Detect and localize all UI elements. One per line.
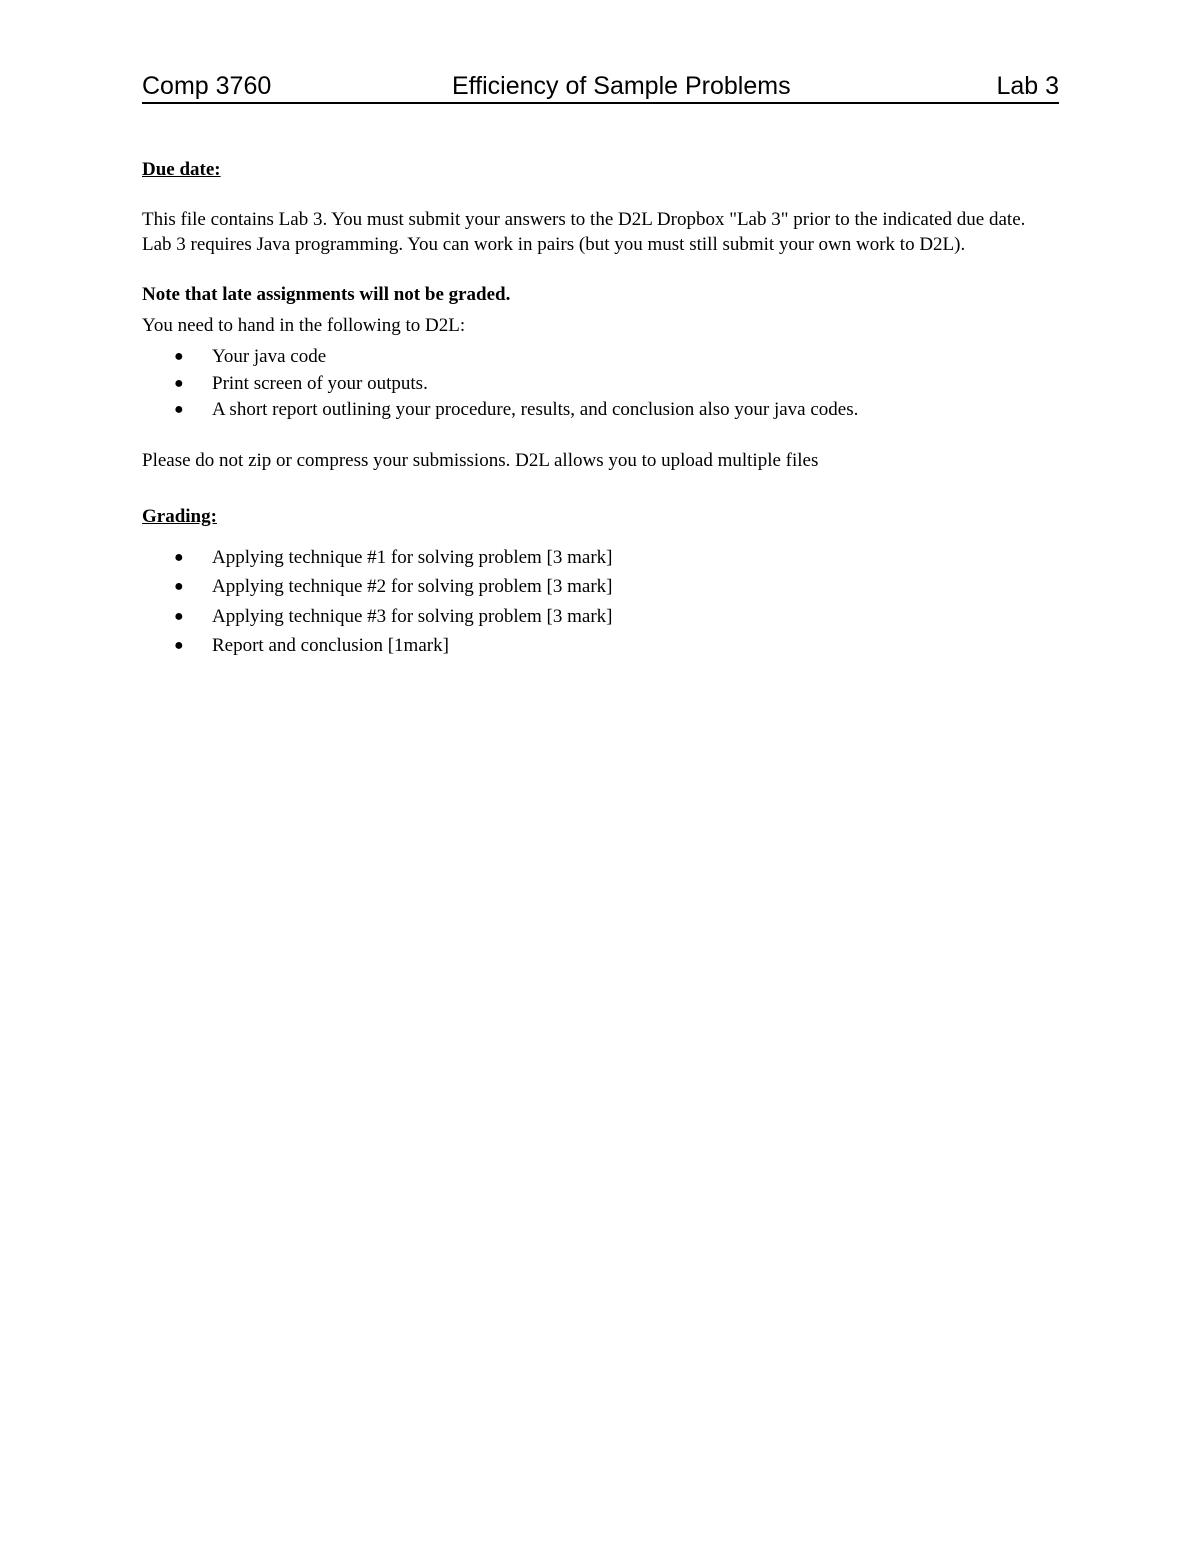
document-body xyxy=(142,157,1042,661)
page-header xyxy=(142,70,1059,104)
list-item-text: A short report outlining your procedure, results, and conclusion also your java codes. xyxy=(212,399,859,420)
grading-section xyxy=(142,504,1042,661)
list-item-text: Report and conclusion [1mark] xyxy=(212,635,449,656)
bullet-icon: ● xyxy=(174,637,184,654)
list-item xyxy=(142,631,1042,661)
bullet-icon: ● xyxy=(174,348,184,365)
bullet-icon: ● xyxy=(174,374,184,392)
due-date-heading: Due date: xyxy=(142,159,221,180)
lab-label: Lab 3 xyxy=(996,72,1059,100)
list-item-text: Your java code xyxy=(212,346,327,367)
list-item xyxy=(142,602,1042,632)
document-title: Efficiency of Sample Problems xyxy=(452,72,791,100)
submission-note: Please do not zip or compress your submissions. D2L allows you to upload multiple files xyxy=(142,449,819,471)
hand-in-intro: You need to hand in the following to D2L: xyxy=(142,315,466,336)
late-policy-note: Note that late assignments will not be graded. xyxy=(142,284,511,305)
list-item-text: Applying technique #2 for solving problem [3 mark] xyxy=(212,576,613,597)
list-item-text: Applying technique #3 for solving problem [3 mark] xyxy=(212,605,613,627)
list-item-text: Print screen of your outputs. xyxy=(212,372,428,394)
deliverables-list xyxy=(142,344,1042,424)
list-item xyxy=(142,572,1042,602)
bullet-icon: ● xyxy=(174,548,184,566)
course-code: Comp 3760 xyxy=(142,72,272,100)
bullet-icon: ● xyxy=(174,578,184,595)
list-item xyxy=(142,397,1042,424)
bullet-icon: ● xyxy=(174,401,184,418)
list-item-text: Applying technique #1 for solving problem [3 mark] xyxy=(212,546,613,568)
list-item xyxy=(142,371,1042,398)
intro-paragraph-2: Lab 3 requires Java programming. You can work in pairs (but you must still submit your own work to D2L). xyxy=(142,234,966,255)
intro-paragraph-1: This file contains Lab 3. You must submit your answers to the D2L Dropbox "Lab 3" prior to the indicated due date. xyxy=(142,209,1026,230)
grading-list xyxy=(142,543,1042,661)
list-item xyxy=(142,543,1042,573)
bullet-icon: ● xyxy=(174,607,184,625)
grading-heading: Grading: xyxy=(142,505,217,527)
list-item xyxy=(142,344,1042,371)
